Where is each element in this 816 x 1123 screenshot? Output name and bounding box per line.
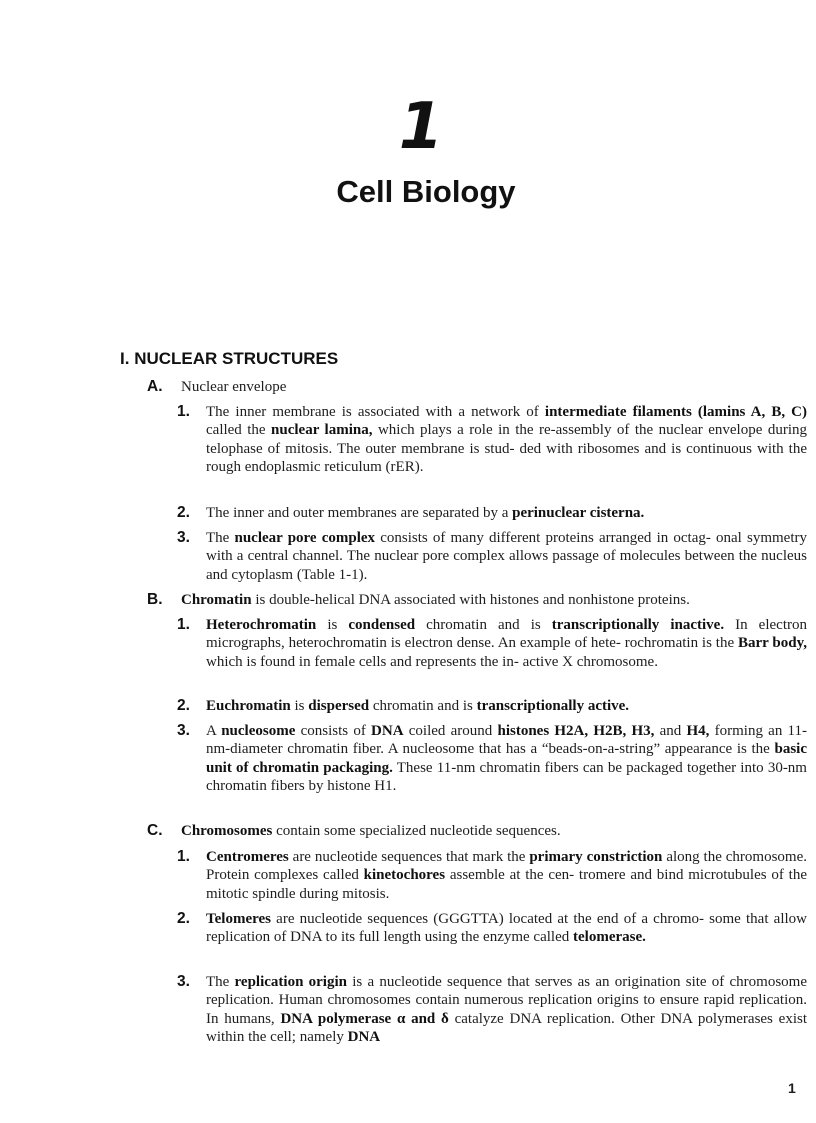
- page-number: 1: [788, 1080, 796, 1096]
- list-item: [177, 697, 807, 715]
- item-text: The inner and outer membranes are separated by a perinuclear cisterna.: [206, 505, 645, 521]
- list-item: [177, 973, 807, 1046]
- section-heading: [120, 348, 338, 370]
- list-item: [177, 529, 807, 584]
- item-text: The replication origin is a nucleotide sequence that serves as an origination site of chromosome replication. Human chromosomes contain numerous replication origins to ensure rapid replication. In humans, DNA polymerase α and δ catalyze DNA replication. Other DNA polymerases exist within the cell; namely DNA: [206, 974, 807, 1045]
- list-item: [177, 616, 807, 671]
- subsection-a: [147, 378, 807, 396]
- subsection-label: C.: [147, 822, 163, 839]
- list-item: [177, 910, 807, 947]
- list-item: [177, 722, 807, 795]
- subsection-b: [147, 591, 807, 609]
- item-text: Euchromatin is dispersed chromatin and is transcriptionally active.: [206, 698, 630, 714]
- list-item: [177, 848, 807, 903]
- item-text: Heterochromatin is condensed chromatin and is transcriptionally inactive. In electron micrographs, heterochromatin is electron dense. An example of hete- rochromatin is the Barr body, which is found in female cells and represents the in- active X chromosome.: [206, 617, 808, 670]
- subsection-c: [147, 822, 807, 840]
- item-text: Centromeres are nucleotide sequences that mark the primary constriction along the chromosome. Protein complexes called kinetochores assemble at the cen- tromere and bind microtubules of the mitotic spindle during mitosis.: [206, 849, 808, 902]
- section-numeral: I.: [120, 349, 130, 368]
- chapter-title: Cell Biology: [336, 174, 516, 209]
- item-label: 2.: [177, 504, 190, 521]
- item-label: 1.: [177, 616, 190, 633]
- chapter-number: 1: [398, 90, 444, 164]
- subsection-heading: Chromosomes contain some specialized nucleotide sequences.: [181, 823, 561, 839]
- item-text: The nuclear pore complex consists of many different proteins arranged in octag- onal symmetry with a central channel. The nuclear pore complex allows passage of molecules between the nucleus and cytoplasm (Table 1-1).: [206, 530, 807, 583]
- item-label: 1.: [177, 403, 190, 420]
- item-text: A nucleosome consists of DNA coiled around histones H2A, H2B, H3, and H4, forming an 11-nm-diameter chromatin fiber. A nucleosome that has a “beads-on-a-string” appearance is the basic unit of chromatin packaging. These 11-nm chromatin fibers can be packaged together into 30-nm chromatin fibers by histone H1.: [206, 723, 807, 794]
- item-label: 2.: [177, 910, 190, 927]
- subsection-heading: Nuclear envelope: [181, 379, 287, 395]
- item-text: The inner membrane is associated with a network of intermediate filaments (lamins A, B, C) called the nuclear lamina, which plays a role in the re-assembly of the nuclear envelope during telophase of mitosis. The outer membrane is stud- ded with ribosomes and is continuous with the rough endoplasmic reticulum (rER).: [206, 404, 808, 475]
- item-label: 1.: [177, 848, 190, 865]
- list-item: [177, 504, 807, 522]
- item-label: 3.: [177, 529, 190, 546]
- subsection-label: B.: [147, 591, 163, 608]
- item-label: 3.: [177, 973, 190, 990]
- item-text: Telomeres are nucleotide sequences (GGGTTA) located at the end of a chromo- some that allow replication of DNA to its full length using the enzyme called telomerase.: [206, 911, 807, 946]
- list-item: [177, 403, 807, 476]
- section-title: NUCLEAR STRUCTURES: [134, 349, 339, 368]
- subsection-heading: Chromatin is double-helical DNA associated with histones and nonhistone proteins.: [181, 592, 690, 608]
- subsection-label: A.: [147, 378, 163, 395]
- item-label: 3.: [177, 722, 190, 739]
- item-label: 2.: [177, 697, 190, 714]
